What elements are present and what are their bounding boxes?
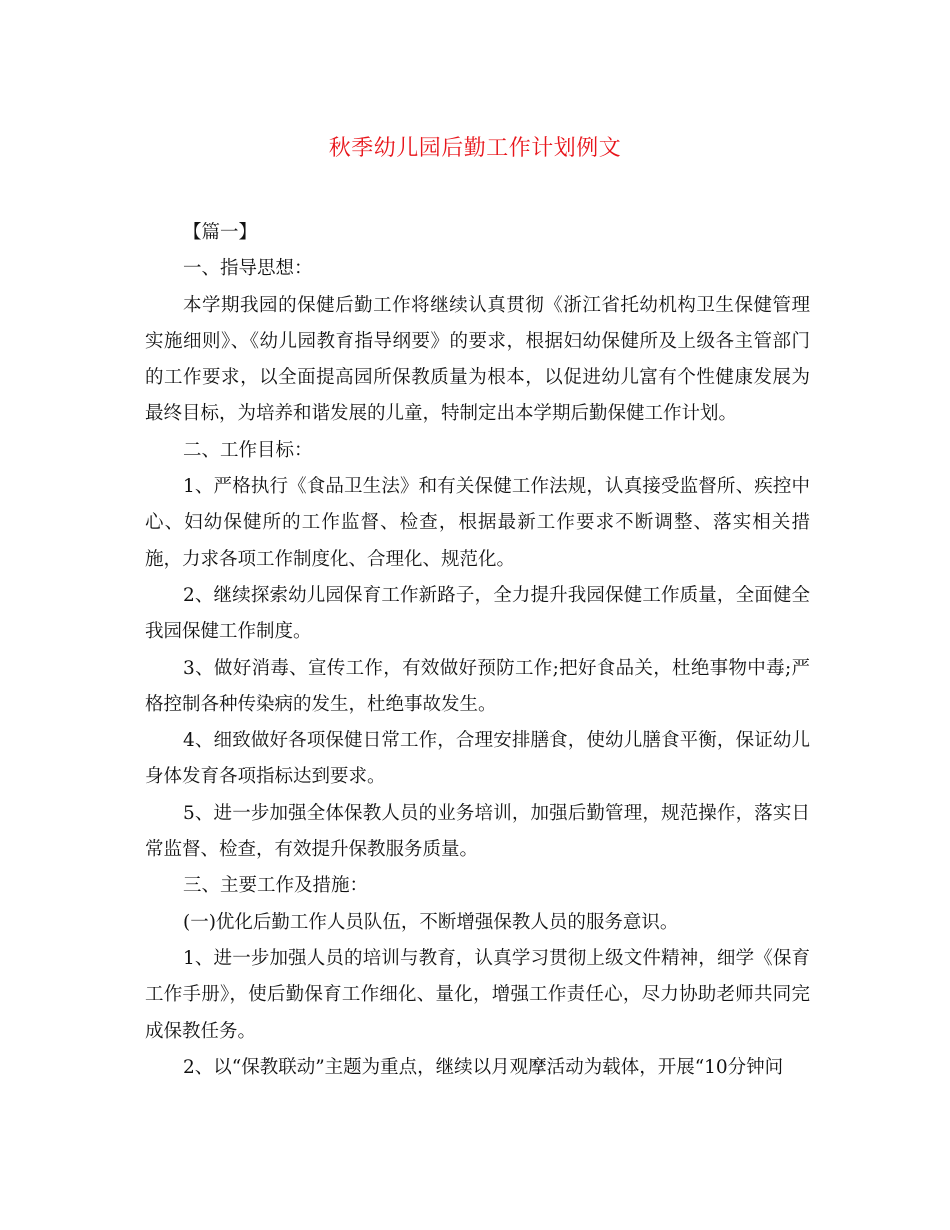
goal-item-2: 2、继续探索幼儿园保育工作新路子，全力提升我园保健工作质量，全面健全我园保健工作制度。 (145, 584, 810, 643)
goal-item-1: 1、严格执行《食品卫生法》和有关保健工作法规，认真接受监督所、疾控中心、妇幼保健所的工作监督、检查，根据最新工作要求不断调整、落实相关措施，力求各项工作制度化、合理化、规范化。 (145, 476, 810, 570)
subheading-optimize-staff: (一)优化后勤工作人员队伍，不断增强保教人员的服务意识。 (183, 911, 679, 933)
goal-item-3: 3、做好消毒、宣传工作，有效做好预防工作;把好食品关，杜绝事物中毒;严格控制各种传染病的发生，杜绝事故发生。 (145, 657, 810, 715)
heading-guiding-ideology: 一、指导思想： (183, 258, 313, 280)
document-body (145, 215, 810, 1086)
measure-item-2: 2、以“保教联动”主题为重点，继续以月观摩活动为载体，开展“10分钟问 (183, 1056, 784, 1078)
goal-item-5: 5、进一步加强全体保教人员的业务培训，加强后勤管理，规范操作，落实日常监督、检查，有效提升保教服务质量。 (145, 802, 810, 861)
section-label-part-one: 【篇一】 (183, 222, 258, 243)
goal-item-4: 4、细致做好各项保健日常工作，合理安排膳食，使幼儿膳食平衡，保证幼儿身体发育各项指标达到要求。 (145, 730, 810, 788)
paragraph-guiding-ideology: 本学期我园的保健后勤工作将继续认真贯彻《浙江省托幼机构卫生保健管理实施细则》、《幼儿园教育指导纲要》的要求，根据妇幼保健所及上级各主管部门的工作要求，以全面提高园所保教质量为根本，以促进幼儿富有个性健康发展为最终目标，为培养和谐发展的儿童，特制定出本学期后勤保健工作计划。 (145, 294, 810, 425)
heading-main-work-measures: 三、主要工作及措施： (183, 875, 369, 897)
measure-item-1: 1、进一步加强人员的培训与教育，认真学习贯彻上级文件精神，细学《保育工作手册》，使后勤保育工作细化、量化，增强工作责任心，尽力协助老师共同完成保教任务。 (145, 947, 810, 1042)
document-title: 秋季幼儿园后勤工作计划例文 (328, 136, 622, 161)
heading-work-goals: 二、工作目标： (183, 439, 313, 461)
